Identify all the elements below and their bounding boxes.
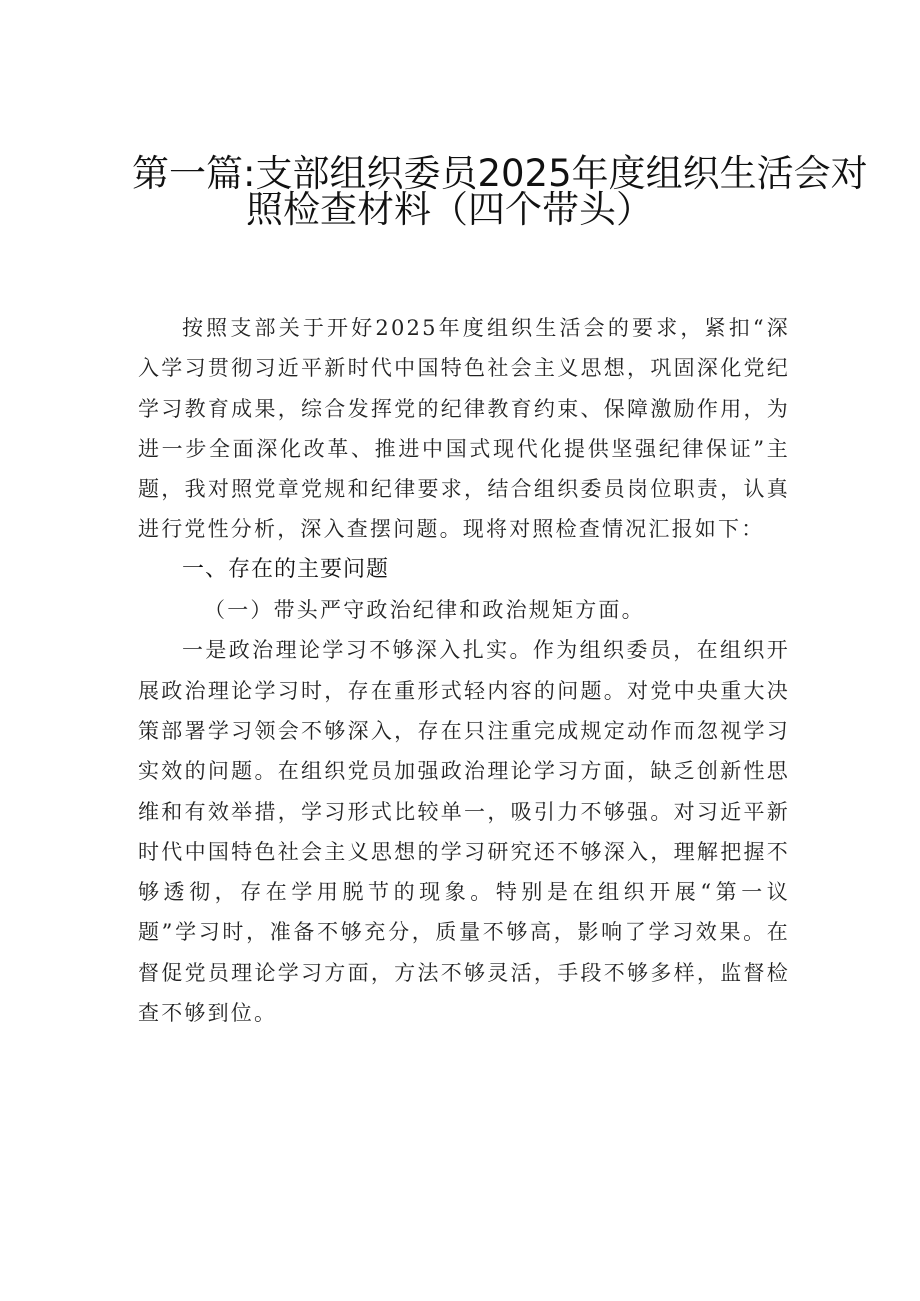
- document-title-line-2: 照检查材料（四个带头）: [246, 188, 653, 231]
- section-heading: 一、存在的主要问题: [182, 556, 390, 582]
- document-body: [138, 308, 790, 1033]
- body-paragraph: 一是政治理论学习不够深入扎实。作为组织委员，在组织开展政治理论学习时，存在重形式轻内容的问题。对党中央重大决策部署学习领会不够深入，存在只注重完成规定动作而忽视学习实效的问题。在组织党员加强政治理论学习方面，缺乏创新性思维和有效举措，学习形式比较单一，吸引力不够强。对习近平新时代中国特色社会主义思想的学习研究还不够深入，理解把握不够透彻，存在学用脱节的现象。特别是在组织开展“第一议题”学习时，准备不够充分，质量不够高，影响了学习效果。在督促党员理论学习方面，方法不够灵活，手段不够多样，监督检查不够到位。: [138, 638, 790, 1026]
- intro-paragraph: 按照支部关于开好2025年度组织生活会的要求，紧扣“深入学习贯彻习近平新时代中国特色社会主义思想，巩固深化党纪学习教育成果，综合发挥党的纪律教育约束、保障激励作用，为进一步全面深化改革、推进中国式现代化提供坚强纪律保证”主题，我对照党章党规和纪律要求，结合组织委员岗位职责，认真进行党性分析，深入查摆问题。现将对照检查情况汇报如下：: [138, 316, 790, 542]
- subsection-heading: （一）带头严守政治纪律和政治规矩方面。: [204, 598, 645, 623]
- document-title-line-1: 第一篇:支部组织委员2025年度组织生活会对: [132, 152, 868, 195]
